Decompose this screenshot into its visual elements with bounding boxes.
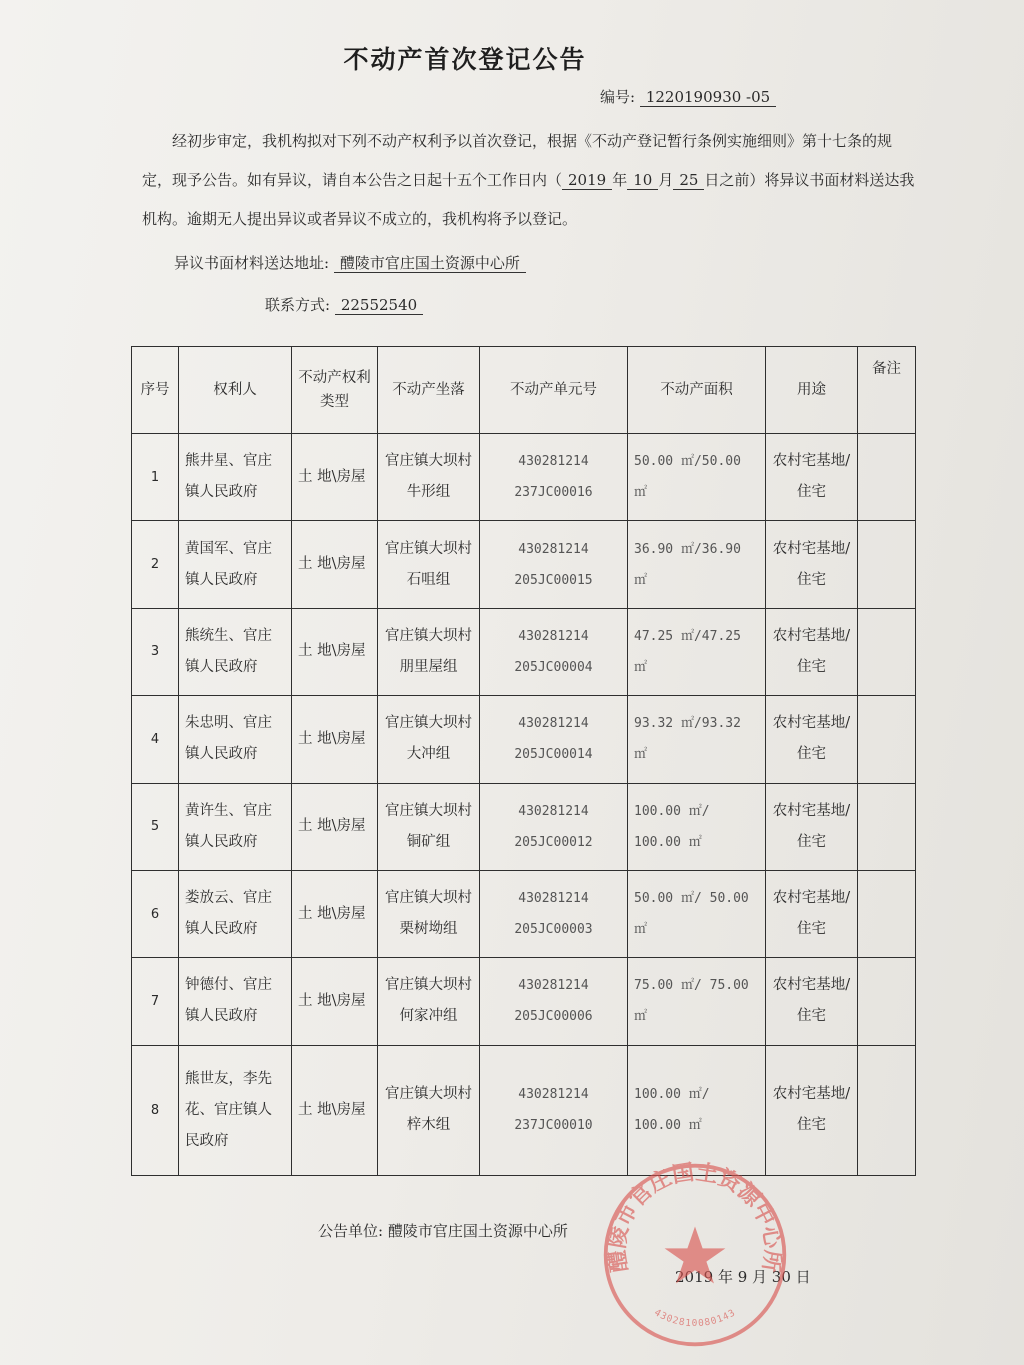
cell-location: 官庄镇大坝村石咀组	[378, 521, 480, 608]
objection-address	[174, 252, 526, 273]
svg-text:4302810080143	[652, 1307, 738, 1329]
cell-area: 36.90 ㎡/36.90 ㎡	[628, 521, 766, 608]
intro-text-1: 经初步审定，我机构拟对下列不动产权利予以首次登记，根据《不动产登记暂行条例实施细则》第十七条的规定，现予公告。如有异议，请自本公告之日起十五个工作日内（	[142, 132, 893, 189]
cell-area: 50.00 ㎡/ 50.00 ㎡	[628, 870, 766, 957]
cell-owner: 熊世友，李先花、官庄镇人民政府	[179, 1045, 292, 1175]
cell-seq: 7	[132, 958, 179, 1045]
notice-date: 2019 年 9 月 30 日	[675, 1268, 811, 1286]
table-row	[132, 521, 916, 608]
intro-paragraph	[142, 122, 917, 239]
cell-seq: 5	[132, 783, 179, 870]
cell-area: 93.32 ㎡/93.32 ㎡	[628, 696, 766, 783]
deadline-year: 2019	[562, 171, 612, 190]
header-seq: 序号	[132, 347, 179, 434]
contact-info	[265, 294, 423, 315]
cell-location: 官庄镇大坝村朋里屋组	[378, 608, 480, 695]
table-row	[132, 434, 916, 521]
page-title: 不动产首次登记公告	[343, 45, 587, 74]
cell-remark	[858, 958, 916, 1045]
header-remark: 备注	[858, 347, 916, 434]
cell-right-type: 土 地\房屋	[292, 1045, 378, 1175]
contact-value: 22552540	[335, 296, 423, 315]
registration-table	[131, 346, 916, 1176]
doc-number	[600, 86, 776, 107]
table-row	[132, 783, 916, 870]
cell-owner: 熊统生、官庄镇人民政府	[179, 608, 292, 695]
header-area: 不动产面积	[628, 347, 766, 434]
address-value: 醴陵市官庄国土资源中心所	[334, 254, 526, 273]
cell-unit-no: 430281214 205JC00014	[480, 696, 628, 783]
table-header-row	[132, 347, 916, 434]
doc-number-label: 编号:	[600, 88, 636, 106]
header-unit-no: 不动产单元号	[480, 347, 628, 434]
cell-remark	[858, 1045, 916, 1175]
cell-location: 官庄镇大坝村大冲组	[378, 696, 480, 783]
cell-location: 官庄镇大坝村牛形组	[378, 434, 480, 521]
deadline-month: 10	[627, 171, 658, 190]
cell-area: 50.00 ㎡/50.00 ㎡	[628, 434, 766, 521]
cell-use: 农村宅基地/住宅	[766, 521, 858, 608]
deadline-day: 25	[673, 171, 704, 190]
cell-unit-no: 430281214 205JC00003	[480, 870, 628, 957]
table-row	[132, 1045, 916, 1175]
cell-use: 农村宅基地/住宅	[766, 1045, 858, 1175]
cell-unit-no: 430281214 205JC00015	[480, 521, 628, 608]
cell-owner: 黄许生、官庄镇人民政府	[179, 783, 292, 870]
cell-right-type: 土 地\房屋	[292, 521, 378, 608]
cell-location: 官庄镇大坝村何家冲组	[378, 958, 480, 1045]
cell-location: 官庄镇大坝村铜矿组	[378, 783, 480, 870]
address-label: 异议书面材料送达地址:	[174, 254, 330, 272]
cell-unit-no: 430281214 205JC00006	[480, 958, 628, 1045]
cell-use: 农村宅基地/住宅	[766, 958, 858, 1045]
cell-right-type: 土 地\房屋	[292, 870, 378, 957]
header-use: 用途	[766, 347, 858, 434]
cell-owner: 朱忠明、官庄镇人民政府	[179, 696, 292, 783]
cell-owner: 熊井星、官庄镇人民政府	[179, 434, 292, 521]
footer-label: 公告单位:	[318, 1222, 384, 1240]
cell-use: 农村宅基地/住宅	[766, 434, 858, 521]
cell-remark	[858, 434, 916, 521]
cell-right-type: 土 地\房屋	[292, 958, 378, 1045]
seal-code: 4302810080143	[652, 1307, 738, 1330]
header-location: 不动产坐落	[378, 347, 480, 434]
cell-remark	[858, 521, 916, 608]
cell-seq: 4	[132, 696, 179, 783]
header-right-type: 不动产权利类型	[292, 347, 378, 434]
cell-unit-no: 430281214 237JC00010	[480, 1045, 628, 1175]
table-row	[132, 696, 916, 783]
doc-number-value: 1220190930 -05	[640, 88, 776, 107]
cell-area: 75.00 ㎡/ 75.00 ㎡	[628, 958, 766, 1045]
cell-owner: 娄放云、官庄镇人民政府	[179, 870, 292, 957]
cell-seq: 8	[132, 1045, 179, 1175]
cell-owner: 黄国军、官庄镇人民政府	[179, 521, 292, 608]
cell-unit-no: 430281214 205JC00004	[480, 608, 628, 695]
cell-location: 官庄镇大坝村栗树坳组	[378, 870, 480, 957]
cell-use: 农村宅基地/住宅	[766, 783, 858, 870]
seal-text: 醴陵市官庄国土资源中心所	[605, 1160, 785, 1274]
intro-text-2: 日之前）将异议书面材料送达我机构。逾期无人提出异议或者异议不成立的，我机构将予以登记。	[142, 171, 915, 228]
cell-seq: 3	[132, 608, 179, 695]
cell-seq: 6	[132, 870, 179, 957]
table-row	[132, 870, 916, 957]
cell-owner: 钟德付、官庄镇人民政府	[179, 958, 292, 1045]
cell-right-type: 土 地\房屋	[292, 608, 378, 695]
cell-remark	[858, 870, 916, 957]
cell-unit-no: 430281214 237JC00016	[480, 434, 628, 521]
cell-unit-no: 430281214 205JC00012	[480, 783, 628, 870]
cell-remark	[858, 608, 916, 695]
cell-area: 100.00 ㎡/ 100.00 ㎡	[628, 1045, 766, 1175]
cell-use: 农村宅基地/住宅	[766, 696, 858, 783]
announcing-unit	[318, 1220, 568, 1241]
seal-star-icon	[665, 1227, 726, 1284]
cell-remark	[858, 696, 916, 783]
deadline-year-unit: 年	[612, 171, 628, 189]
cell-seq: 1	[132, 434, 179, 521]
cell-location: 官庄镇大坝村梓木组	[378, 1045, 480, 1175]
cell-use: 农村宅基地/住宅	[766, 608, 858, 695]
deadline-month-unit: 月	[658, 171, 674, 189]
cell-area: 47.25 ㎡/47.25 ㎡	[628, 608, 766, 695]
table-row	[132, 958, 916, 1045]
footer-org: 醴陵市官庄国土资源中心所	[387, 1222, 568, 1240]
cell-right-type: 土 地\房屋	[292, 696, 378, 783]
cell-remark	[858, 783, 916, 870]
contact-label: 联系方式:	[265, 296, 331, 314]
official-seal-stamp	[600, 1160, 790, 1350]
table-row	[132, 608, 916, 695]
cell-right-type: 土 地\房屋	[292, 434, 378, 521]
cell-right-type: 土 地\房屋	[292, 783, 378, 870]
cell-use: 农村宅基地/住宅	[766, 870, 858, 957]
cell-area: 100.00 ㎡/ 100.00 ㎡	[628, 783, 766, 870]
cell-seq: 2	[132, 521, 179, 608]
header-owner: 权利人	[179, 347, 292, 434]
